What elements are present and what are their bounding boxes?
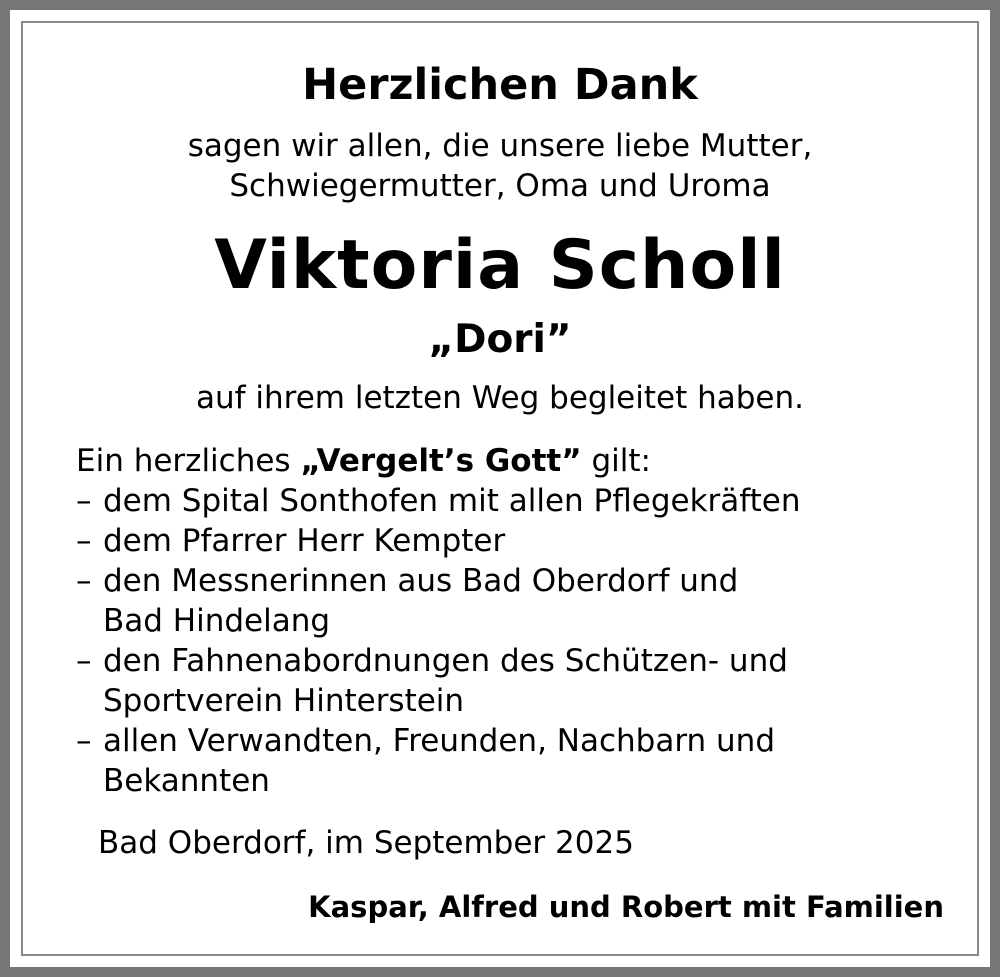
intro-line-2: Schwiegermutter, Oma und Uroma bbox=[229, 168, 771, 204]
thanks-line bbox=[76, 443, 651, 479]
deceased-nickname: „Dori” bbox=[428, 317, 572, 362]
list-item bbox=[76, 521, 836, 561]
list-item bbox=[76, 641, 816, 721]
list-item-text: allen Verwandten, Freunden, Nachbarn und Bekannten bbox=[103, 723, 776, 799]
intro-line-1: sagen wir allen, die unsere liebe Mutter, bbox=[187, 128, 813, 164]
list-dash: – bbox=[76, 523, 92, 559]
thanks-bold: „Vergelt’s Gott” bbox=[300, 443, 582, 479]
outro-line: auf ihrem letzten Weg begleitet haben. bbox=[196, 380, 804, 416]
list-dash: – bbox=[76, 483, 92, 519]
thanks-suffix: gilt: bbox=[581, 443, 651, 479]
list-dash: – bbox=[76, 643, 92, 679]
list-dash: – bbox=[76, 563, 92, 599]
place-date: Bad Oberdorf, im September 2025 bbox=[98, 825, 634, 861]
signature: Kaspar, Alfred und Robert mit Familien bbox=[308, 890, 944, 924]
list-item bbox=[76, 561, 776, 641]
list-item-text: dem Pfarrer Herr Kempter bbox=[103, 523, 506, 559]
notice-heading: Herzlichen Dank bbox=[302, 60, 698, 110]
list-item-text: den Messnerinnen aus Bad Oberdorf und Bad Hindelang bbox=[103, 563, 739, 639]
list-item-text: den Fahnenabordnungen des Schützen- und Sportverein Hinterstein bbox=[103, 643, 788, 719]
thanks-prefix: Ein herzliches bbox=[76, 443, 301, 479]
list-dash: – bbox=[76, 723, 92, 759]
list-item bbox=[76, 721, 816, 801]
list-item-text: dem Spital Sonthofen mit allen Pflegekräften bbox=[103, 483, 801, 519]
list-item bbox=[76, 481, 836, 521]
deceased-name: Viktoria Scholl bbox=[214, 226, 786, 305]
